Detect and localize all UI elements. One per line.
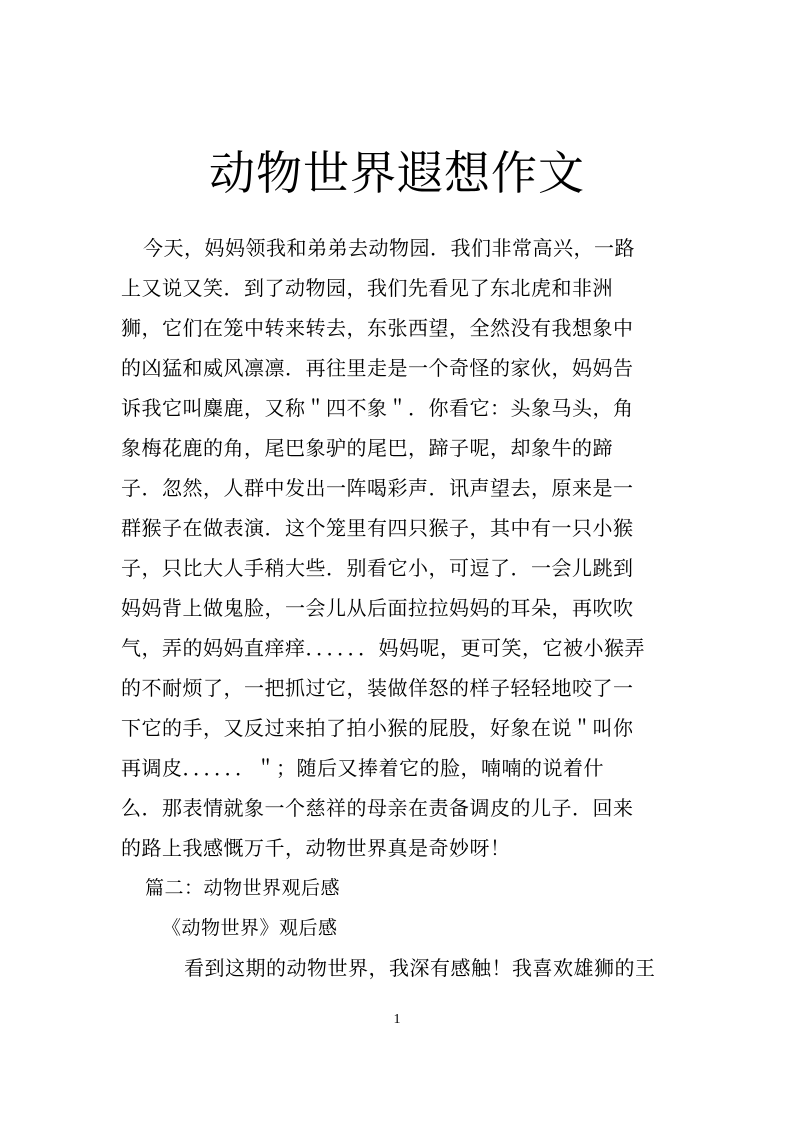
paragraph-line: 看到这期的动物世界，我深有感触！我喜欢雄狮的王	[184, 956, 656, 980]
subsection-heading: 《动物世界》观后感	[162, 917, 338, 939]
page-number: 1	[393, 1012, 401, 1027]
paragraph-line: 的凶猛和威风凛凛．再往里走是一个奇怪的家伙，妈妈告	[121, 356, 634, 380]
document-title: 动物世界遐想作文	[209, 146, 585, 200]
paragraph-line: 诉我它叫麋鹿，又称＂四不象＂．你看它：头象马头，角	[121, 396, 634, 420]
paragraph-line: 再调皮．．．．．．＂；随后又捧着它的脸，喃喃的说着什	[121, 756, 604, 780]
paragraph-line: 狮，它们在笼中转来转去，东张西望，全然没有我想象中	[121, 316, 634, 340]
paragraph-line: 子．忽然，人群中发出一阵喝彩声．讯声望去，原来是一	[121, 476, 634, 500]
paragraph-line: 群猴子在做表演．这个笼里有四只猴子，其中有一只小猴	[121, 516, 634, 540]
paragraph-line: 气，弄的妈妈直痒痒．．．．．．妈妈呢，更可笑，它被小猴弄	[121, 636, 645, 660]
paragraph-line: 么．那表情就象一个慈祥的母亲在责备调皮的儿子．回来	[121, 796, 634, 820]
paragraph-line: 的不耐烦了，一把抓过它，装做佯怒的样子轻轻地咬了一	[121, 676, 634, 700]
paragraph-line: 今天，妈妈领我和弟弟去动物园．我们非常高兴，一路	[143, 236, 635, 260]
paragraph-line: 妈妈背上做鬼脸，一会儿从后面拉拉妈妈的耳朵，再吹吹	[121, 596, 634, 620]
paragraph-line: 象梅花鹿的角，尾巴象驴的尾巴，蹄子呢，却象牛的蹄	[121, 436, 613, 460]
section-heading: 篇二：动物世界观后感	[145, 877, 341, 899]
paragraph-line: 上又说又笑．到了动物园，我们先看见了东北虎和非洲	[121, 276, 613, 300]
paragraph-line: 下它的手，又反过来拍了拍小猴的屁股，好象在说＂叫你	[121, 716, 634, 740]
paragraph-line: 子，只比大人手稍大些．别看它小，可逗了．一会儿跳到	[121, 556, 634, 580]
paragraph-line: 的路上我感慨万千，动物世界真是奇妙呀！	[121, 836, 511, 860]
